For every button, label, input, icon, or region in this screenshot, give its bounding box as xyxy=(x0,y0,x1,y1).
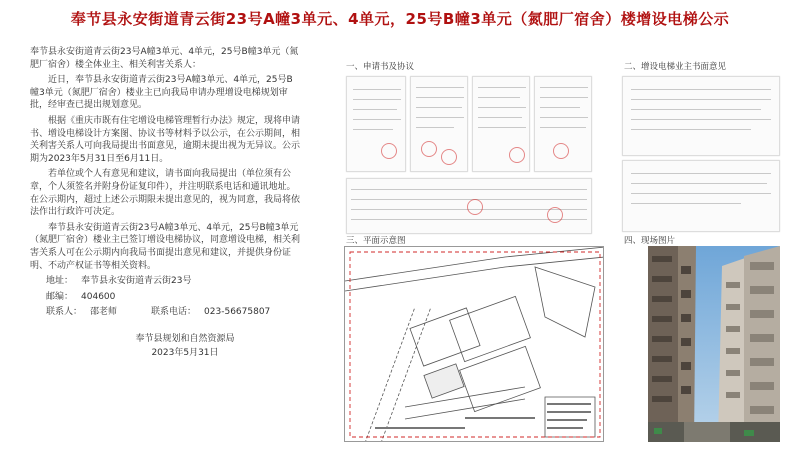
plan-panel-label: 三、平面示意图 xyxy=(346,236,406,246)
notice-text-column xyxy=(30,46,300,446)
site-photo xyxy=(648,246,780,442)
site-plan-svg xyxy=(345,247,604,442)
site-photo-svg xyxy=(648,246,780,442)
application-sheet-4 xyxy=(534,76,592,172)
opinion-sheet-1 xyxy=(622,76,780,156)
address-label: 地址： xyxy=(46,276,74,287)
postcode-line xyxy=(30,291,300,304)
address-line xyxy=(30,275,300,288)
notice-header: 奉节县永安街道青云街23号A幢3单元、4单元，25号B幢3单元（氮肥厂宿舍）楼全体业主、相关利害关系人： xyxy=(30,47,299,70)
application-sheet-3 xyxy=(472,76,530,172)
issue-date: 2023年5月31日 xyxy=(151,348,219,359)
contact-label: 联系人： xyxy=(46,307,83,318)
postcode-label: 邮编： xyxy=(46,291,74,302)
contact-line xyxy=(30,306,300,319)
opinion-panel-label: 二、增设电梯业主书面意见 xyxy=(624,62,727,72)
agreement-table xyxy=(346,178,592,234)
notice-paragraph-4: 奉节县永安街道青云街23号A幢3单元、4单元，25号B幢3单元（氮肥厂宿舍）楼业主已签订增设电梯协议，同意增设电梯，相关利害关系人可在公示期内向我局书面提出意见和建议，并提供身份证明、不动产权证书等相关资料。 xyxy=(30,222,301,271)
address-value: 奉节县永安街道青云街23号 xyxy=(81,276,192,287)
application-panel-label: 一、申请书及协议 xyxy=(346,62,415,72)
application-sheet-1 xyxy=(346,76,406,172)
notice-paragraph-1: 近日，奉节县永安街道青云街23号A幢3单元、4单元，25号B幢3单元（氮肥厂宿舍）楼业主已向我局申请办理增设电梯规划审批，经审查已提出规划意见。 xyxy=(30,75,293,111)
application-sheet-2 xyxy=(410,76,468,172)
photo-panel-label: 四、现场图片 xyxy=(624,236,676,246)
page-title: 奉节县永安街道青云街23号A幢3单元、4单元，25号B幢3单元（氮肥厂宿舍）楼增设电梯公示 xyxy=(70,10,730,28)
phone-value: 023-56675807 xyxy=(204,307,271,318)
phone-label: 联系电话： xyxy=(151,307,197,318)
notice-paragraph-3: 若单位或个人有意见和建议，请书面向我局提出（单位须有公章，个人须签名并附身份证复印件），并注明联系电话和通讯地址。在公示期内，超过上述公示期限未提出意见的，视为同意，我局将依法作出行政许可决定。 xyxy=(30,169,301,218)
site-plan-drawing xyxy=(344,246,604,442)
notice-paragraph-2: 根据《重庆市既有住宅增设电梯管理暂行办法》规定，现将申请书、增设电梯设计方案图、协议书等材料予以公示，在公示期间，相关利害关系人可向我局提出书面意见，逾期未提出视为无异议。公示期为2023年5月31日至6月11日。 xyxy=(30,115,301,164)
issuing-organization: 奉节县规划和自然资源局 xyxy=(135,333,235,344)
opinion-sheet-2 xyxy=(622,160,780,232)
postcode-value: 404600 xyxy=(81,291,116,302)
contact-name: 邵老师 xyxy=(90,307,118,318)
